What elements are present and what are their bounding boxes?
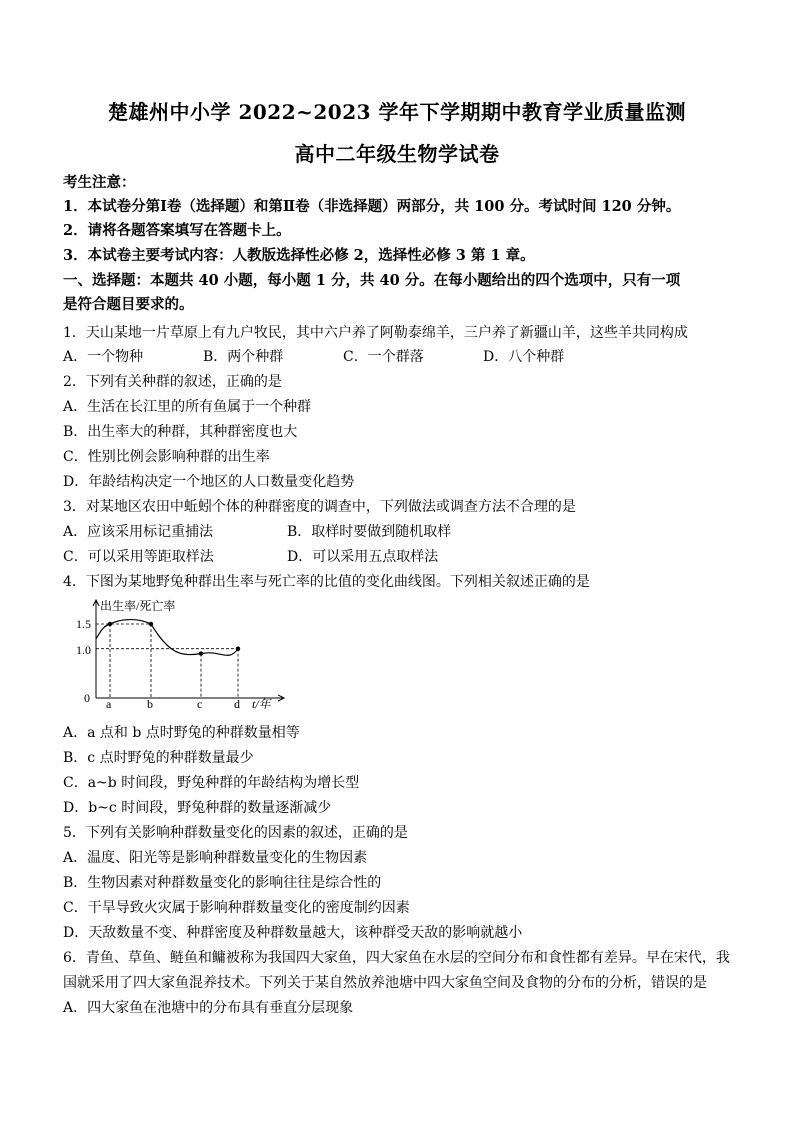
y-axis-label: 出生率/死亡率 xyxy=(100,599,176,613)
point-d xyxy=(236,646,240,650)
x-tick-label-c: c xyxy=(197,697,203,711)
question-5-stem: 5．下列有关影响种群数量变化的因素的叙述，正确的是 xyxy=(63,825,408,841)
question-4-option-c: C．a~b 时间段，野兔种群的年龄结构为增长型 xyxy=(63,775,360,791)
question-2-option-d: D．年龄结构决定一个地区的人口数量变化趋势 xyxy=(63,474,355,490)
dashed-guide-lines xyxy=(96,624,238,698)
exam-title: 楚雄州中小学 2022~2023 学年下学期期中教育学业质量监测 xyxy=(107,100,686,124)
section-heading-line-1: 一、选择题：本题共 40 小题，每小题 1 分，共 40 分。在每小题给出的四个选项中，只有一项 xyxy=(63,272,681,289)
x-tick-label-b: b xyxy=(147,697,153,711)
question-2-option-b: B．出生率大的种群，其种群密度也大 xyxy=(63,424,298,440)
question-4-option-a: A．a 点和 b 点时野兔的种群数量相等 xyxy=(63,725,300,741)
question-3-option-a: A．应该采用标记重捕法 xyxy=(63,524,214,540)
x-tick-label-d: d xyxy=(234,697,240,711)
question-2-stem: 2．下列有关种群的叙述，正确的是 xyxy=(63,374,282,390)
question-5-option-c: C．干旱导致火灾属于影响种群数量变化的密度制约因素 xyxy=(63,900,410,916)
question-1-option-d: D．八个种群 xyxy=(483,349,565,365)
question-6-option-a: A．四大家鱼在池塘中的分布具有垂直分层现象 xyxy=(63,1000,354,1016)
y-tick-label-1-0: 1.0 xyxy=(76,643,91,657)
question-6-stem-line-1: 6．青鱼、草鱼、鲢鱼和鳙被称为我国四大家鱼，四大家鱼在水层的空间分布和食性都有差异。早在宋代，我 xyxy=(63,950,730,966)
origin-label: 0 xyxy=(84,691,90,705)
y-tick-label-1-5: 1.5 xyxy=(76,617,91,631)
question-6-stem-line-2: 国就采用了四大家鱼混养技术。下列关于某自然放养池塘中四大家鱼空间及食物的分布的分析，错误的是 xyxy=(63,975,707,991)
notice-item-3: 3．本试卷主要考试内容：人教版选择性必修 2，选择性必修 3 第 1 章。 xyxy=(63,247,535,264)
question-2-option-c: C．性别比例会影响种群的出生率 xyxy=(63,449,270,465)
question-4-stem: 4．下图为某地野兔种群出生率与死亡率的比值的变化曲线图。下列相关叙述正确的是 xyxy=(63,574,590,590)
notice-item-2: 2．请将各题答案填写在答题卡上。 xyxy=(63,222,291,239)
section-heading-line-2: 是符合题目要求的。 xyxy=(63,296,194,313)
x-axis-label: t/年 xyxy=(252,697,271,711)
question-1-option-a: A．一个物种 xyxy=(63,349,144,365)
question-5-option-a: A．温度、阳光等是影响种群数量变化的生物因素 xyxy=(63,850,368,866)
question-3-stem: 3．对某地区农田中蚯蚓个体的种群密度的调查中，下列做法或调查方法不合理的是 xyxy=(63,499,576,515)
exam-subtitle: 高中二年级生物学试卷 xyxy=(294,142,500,166)
question-3-option-c: C．可以采用等距取样法 xyxy=(63,549,214,565)
x-tick-label-a: a xyxy=(106,697,112,711)
question-3-option-b: B．取样时要做到随机取样 xyxy=(287,524,452,540)
notice-heading: 考生注意： xyxy=(63,174,136,191)
point-c xyxy=(199,651,203,655)
question-1-stem: 1．天山某地一片草原上有九户牧民，其中六户养了阿勒泰绵羊，三户养了新疆山羊，这些羊共同构成 xyxy=(63,325,688,341)
question-1-option-c: C．一个群落 xyxy=(343,349,424,365)
question-4-option-d: D．b~c 时间段，野兔种群的数量逐渐减少 xyxy=(63,800,332,816)
question-5-option-d: D．天敌数量不变、种群密度及种群数量越大，该种群受天敌的影响就越小 xyxy=(63,925,523,941)
question-1-option-b: B．两个种群 xyxy=(203,349,284,365)
ratio-curve xyxy=(96,620,238,656)
notice-item-1: 1．本试卷分第Ⅰ卷（选择题）和第Ⅱ卷（非选择题）两部分，共 100 分。考试时间 120 分钟。 xyxy=(63,198,681,215)
question-5-option-b: B．生物因素对种群数量变化的影响往往是综合性的 xyxy=(63,875,382,891)
question-3-option-d: D．可以采用五点取样法 xyxy=(287,549,439,565)
question-4-option-b: B．c 点时野兔的种群数量最少 xyxy=(63,750,254,766)
point-a xyxy=(108,622,112,626)
point-b xyxy=(149,622,153,626)
birth-death-ratio-graph xyxy=(76,596,290,720)
question-2-option-a: A．生活在长江里的所有鱼属于一个种群 xyxy=(63,399,312,415)
